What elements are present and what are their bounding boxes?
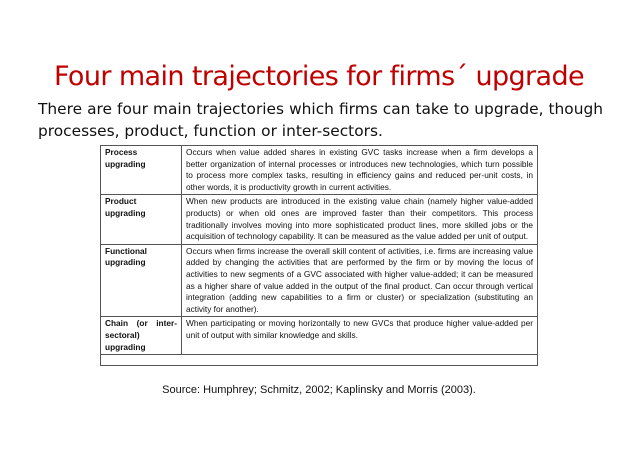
table-row bbox=[101, 195, 538, 244]
row-label: Functional upgrading bbox=[101, 244, 182, 317]
row-description: When participating or moving horizontally to new GVCs that produce higher value-added per unit of output with similar knowledge and skills. bbox=[182, 317, 538, 355]
source-citation: Source: Humphrey; Schmitz, 2002; Kaplinsky and Morris (2003). bbox=[162, 384, 476, 396]
row-label: Chain (or inter-sectoral) upgrading bbox=[101, 317, 182, 355]
empty-cell bbox=[101, 355, 538, 366]
row-description: Occurs when firms increase the overall skill content of activities, i.e. firms are increasing value added by changing the activities that are performed by the firm or by moving the locus of activities to new segments of a GVC associated with higher value-added; it can be measured as a higher share of value added in the output of the final product. Can occur through vertical integration (adding new capabilities to a firm or cluster) or specialization (substituting an activity for another). bbox=[182, 244, 538, 317]
table-row bbox=[101, 317, 538, 355]
row-description: When new products are introduced in the existing value chain (namely higher value-added products) or when old ones are improved faster than their competitors. This process traditionally involves moving into more sophisticated product lines, more skilled jobs or the acquisition of technology capability. It can be measured as the value added per unit of output. bbox=[182, 195, 538, 244]
row-description: Occurs when value added shares in existing GVC tasks increase when a firm develops a better organization of internal processes or introduces new technologies, which turn possible to process more complex tasks, resulting in efficiency gains and reduced per-unit costs, in other words, it is productivity growth in current activities. bbox=[182, 146, 538, 195]
empty-table-row bbox=[101, 355, 538, 366]
row-label: Product upgrading bbox=[101, 195, 182, 244]
intro-paragraph: There are four main trajectories which firms can take to upgrade, though processes, product, function or inter-sectors. bbox=[38, 100, 603, 140]
table-row bbox=[101, 146, 538, 195]
table-row bbox=[101, 244, 538, 317]
row-label: Process upgrading bbox=[101, 146, 182, 195]
trajectories-table bbox=[100, 145, 538, 366]
slide-title: Four main trajectories for firms´ upgrade bbox=[53, 61, 585, 92]
